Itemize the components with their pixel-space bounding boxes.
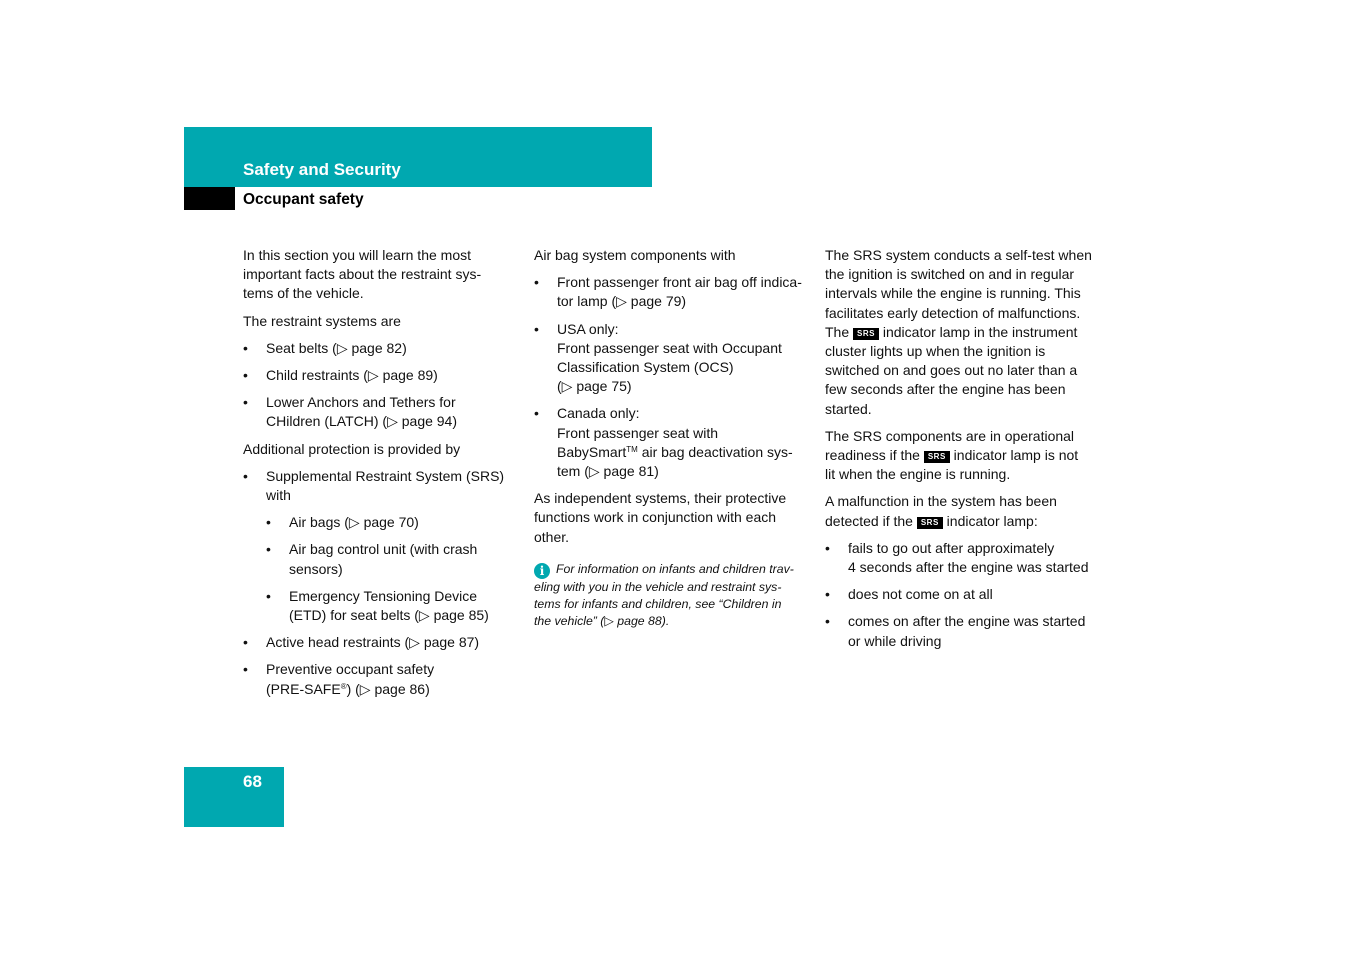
- srs-indicator-icon: SRS: [917, 517, 943, 529]
- subsection-title: Occupant safety: [243, 191, 364, 208]
- list-item: • Front passenger front air bag off indica- tor lamp (▷ page 79): [534, 273, 812, 311]
- malfunction-paragraph: A malfunction in the system has been detected if the SRS indicator lamp:: [825, 493, 1057, 529]
- list-item: • fails to go out after approximately 4 seconds after the engine was started: [825, 539, 1100, 577]
- info-note: i For information on infants and children trav- eling with you in the vehicle and restraint sys- tems for infants and children, see “Children in the vehicle” (▷ page 88).: [534, 561, 794, 628]
- list-item: • Canada only: Front passenger seat with BabySmart™ air bag deactivation sys- tem (▷ page 81): [534, 404, 812, 481]
- srs-sublist: [266, 513, 515, 625]
- column-1: [243, 246, 515, 707]
- page-number: 68: [243, 772, 262, 791]
- list-item: • Seat belts (▷ page 82): [243, 339, 515, 358]
- list-item: • does not come on at all: [825, 585, 1100, 604]
- list-item: • Emergency Tensioning Device (ETD) for seat belts (▷ page 85): [266, 587, 515, 625]
- selftest-paragraph: The SRS system conducts a self-test when the ignition is switched on and in regular intervals while the engine is running. This facilitates early detection of malfunctions. The SRS indicator lamp in the instrument cluster lights up when the ignition is switched on and goes out no later than a few seconds after the engine has been started.: [825, 247, 1092, 417]
- additional-intro: Additional protection is provided by: [243, 440, 461, 457]
- list-item: • Air bags (▷ page 70): [266, 513, 515, 532]
- list-item: • Lower Anchors and Tethers for CHildren (LATCH) (▷ page 94): [243, 393, 515, 431]
- list-item: • Preventive occupant safety (PRE-SAFE®) (▷ page 86): [243, 660, 515, 698]
- components-intro: Air bag system components with: [534, 247, 736, 263]
- column-3: [825, 246, 1100, 659]
- components-list: [534, 273, 812, 481]
- section-marker: [184, 187, 235, 210]
- column-2: [534, 246, 812, 630]
- page-number-box: [184, 767, 284, 827]
- srs-indicator-icon: SRS: [924, 451, 950, 463]
- independent-paragraph: As independent systems, their protective functions work in conjunction with each other.: [534, 490, 787, 545]
- additional-list: [243, 467, 515, 699]
- malfunction-list: [825, 539, 1100, 651]
- restraint-intro: The restraint systems are: [243, 312, 401, 329]
- list-item: • Child restraints (▷ page 89): [243, 366, 515, 385]
- info-icon: i: [534, 563, 550, 579]
- list-item: • Active head restraints (▷ page 87): [243, 633, 515, 652]
- list-item: • USA only: Front passenger seat with Occupant Classification System (OCS) (▷ page 75): [534, 320, 812, 397]
- list-item-srs: • Supplemental Restraint System (SRS) with • Air bags (▷ page 70) • Air bag control unit (with crash sensors) • Emergency Tensioning Device (ETD) for seat belts (▷ page 85): [243, 467, 515, 625]
- intro-paragraph: In this section you will learn the most important facts about the restraint sys- tems of the vehicle.: [243, 247, 482, 302]
- readiness-paragraph: The SRS components are in operational readiness if the SRS indicator lamp is not lit when the engine is running.: [825, 427, 1079, 483]
- list-item: • comes on after the engine was started or while driving: [825, 612, 1100, 650]
- restraint-list: [243, 339, 515, 432]
- section-title: Safety and Security: [243, 160, 401, 179]
- list-item: • Air bag control unit (with crash sensors): [266, 540, 515, 578]
- srs-indicator-icon: SRS: [853, 328, 879, 340]
